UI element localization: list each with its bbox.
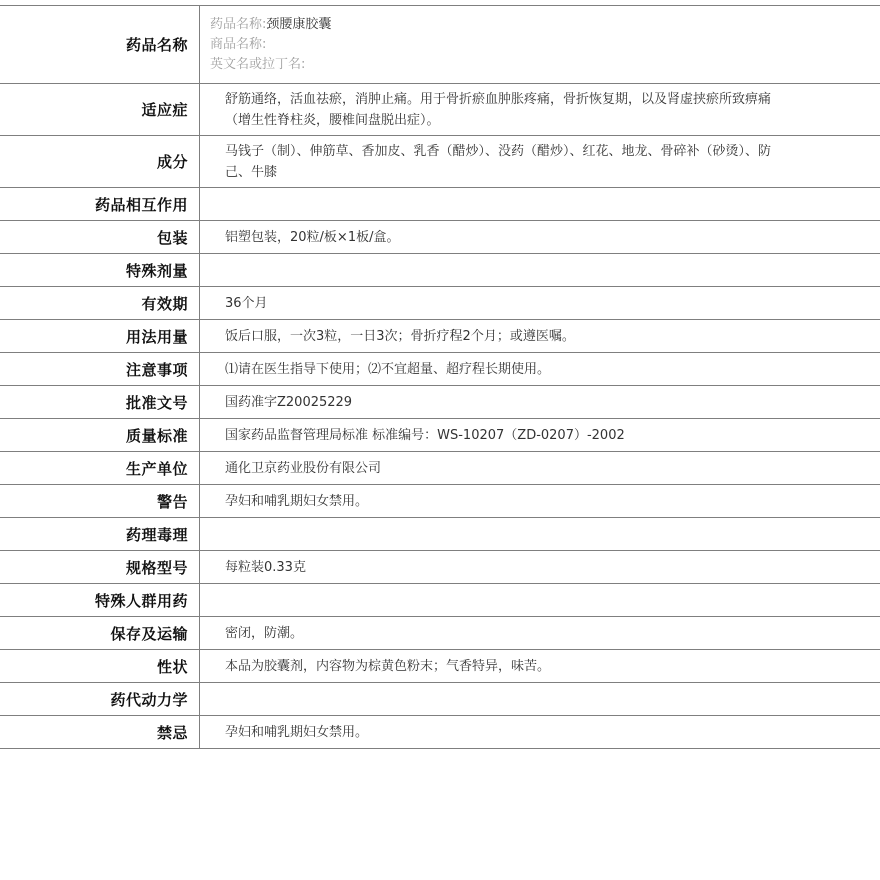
label-shelf-life: 有效期 (0, 287, 200, 319)
value-contraindications: 孕妇和哺乳期妇女禁用。 (225, 724, 369, 740)
value-specification: 每粒装0.33克 (225, 559, 306, 575)
row-packaging (0, 221, 880, 254)
label-interactions: 药品相互作用 (0, 188, 200, 220)
row-contraindications (0, 716, 880, 749)
value-indications: 舒筋通络，活血祛瘀，消肿止痛。用于骨折瘀血肿胀疼痛，骨折恢复期，以及肾虚挟瘀所致痹痛（增生性脊柱炎，腰椎间盘脱出症）。 (225, 91, 772, 128)
row-pharmacology (0, 518, 880, 551)
row-precautions (0, 353, 880, 386)
row-special-dosage (0, 254, 880, 287)
value-packaging: 铝塑包装，20粒/板×1板/盒。 (225, 229, 400, 245)
value-pharmacokinetics (200, 683, 880, 715)
row-description (0, 650, 880, 683)
label-special-dosage: 特殊剂量 (0, 254, 200, 286)
row-specification (0, 551, 880, 584)
row-drug-name (0, 6, 880, 84)
value-dosage: 饭后口服，一次3粒，一日3次；骨折疗程2个月；或遵医嘱。 (225, 328, 575, 344)
row-quality-standard (0, 419, 880, 452)
value-shelf-life: 36个月 (225, 295, 268, 311)
value-manufacturer: 通化卫京药业股份有限公司 (225, 460, 382, 476)
value-quality-standard: 国家药品监督管理局标准 标准编号：WS-10207（ZD-0207）-2002 (225, 427, 625, 443)
value-storage: 密闭，防潮。 (225, 625, 304, 641)
row-storage (0, 617, 880, 650)
value-special-populations (200, 584, 880, 616)
row-shelf-life (0, 287, 880, 320)
row-approval-number (0, 386, 880, 419)
value-description: 本品为胶囊剂，内容物为棕黄色粉末；气香特异，味苦。 (225, 658, 551, 674)
trade-name-key: 商品名称: (210, 37, 267, 52)
label-special-populations: 特殊人群用药 (0, 584, 200, 616)
row-pharmacokinetics (0, 683, 880, 716)
value-pharmacology (200, 518, 880, 550)
label-specification: 规格型号 (0, 551, 200, 583)
generic-name-value: 颈腰康胶囊 (266, 17, 332, 32)
label-pharmacology: 药理毒理 (0, 518, 200, 550)
value-approval-number: 国药准字Z20025229 (225, 394, 353, 410)
latin-name-key: 英文名或拉丁名: (210, 57, 306, 72)
label-description: 性状 (0, 650, 200, 682)
trade-name-line (210, 35, 870, 55)
label-approval-number: 批准文号 (0, 386, 200, 418)
drug-spec-table (0, 5, 880, 749)
label-ingredients: 成分 (0, 136, 200, 187)
label-pharmacokinetics: 药代动力学 (0, 683, 200, 715)
drug-name-block (200, 6, 880, 83)
value-ingredients: 马钱子（制）、伸筋草、香加皮、乳香（醋炒）、没药（醋炒）、红花、地龙、骨碎补（砂烫）、防己、牛膝 (225, 143, 772, 180)
row-indications (0, 84, 880, 136)
label-quality-standard: 质量标准 (0, 419, 200, 451)
row-dosage (0, 320, 880, 353)
value-precautions: ⑴请在医生指导下使用；⑵不宜超量、超疗程长期使用。 (225, 361, 551, 377)
label-precautions: 注意事项 (0, 353, 200, 385)
label-warning: 警告 (0, 485, 200, 517)
label-storage: 保存及运输 (0, 617, 200, 649)
latin-name-line (210, 55, 870, 75)
value-special-dosage (200, 254, 880, 286)
label-manufacturer: 生产单位 (0, 452, 200, 484)
label-packaging: 包装 (0, 221, 200, 253)
row-special-populations (0, 584, 880, 617)
value-warning: 孕妇和哺乳期妇女禁用。 (225, 493, 369, 509)
row-interactions (0, 188, 880, 221)
label-drug-name: 药品名称 (0, 6, 200, 83)
generic-name-key: 药品名称: (210, 17, 267, 32)
label-dosage: 用法用量 (0, 320, 200, 352)
label-indications: 适应症 (0, 84, 200, 135)
value-interactions (200, 188, 880, 220)
row-ingredients (0, 136, 880, 188)
row-manufacturer (0, 452, 880, 485)
label-contraindications: 禁忌 (0, 716, 200, 748)
row-warning (0, 485, 880, 518)
generic-name-line (210, 15, 870, 35)
